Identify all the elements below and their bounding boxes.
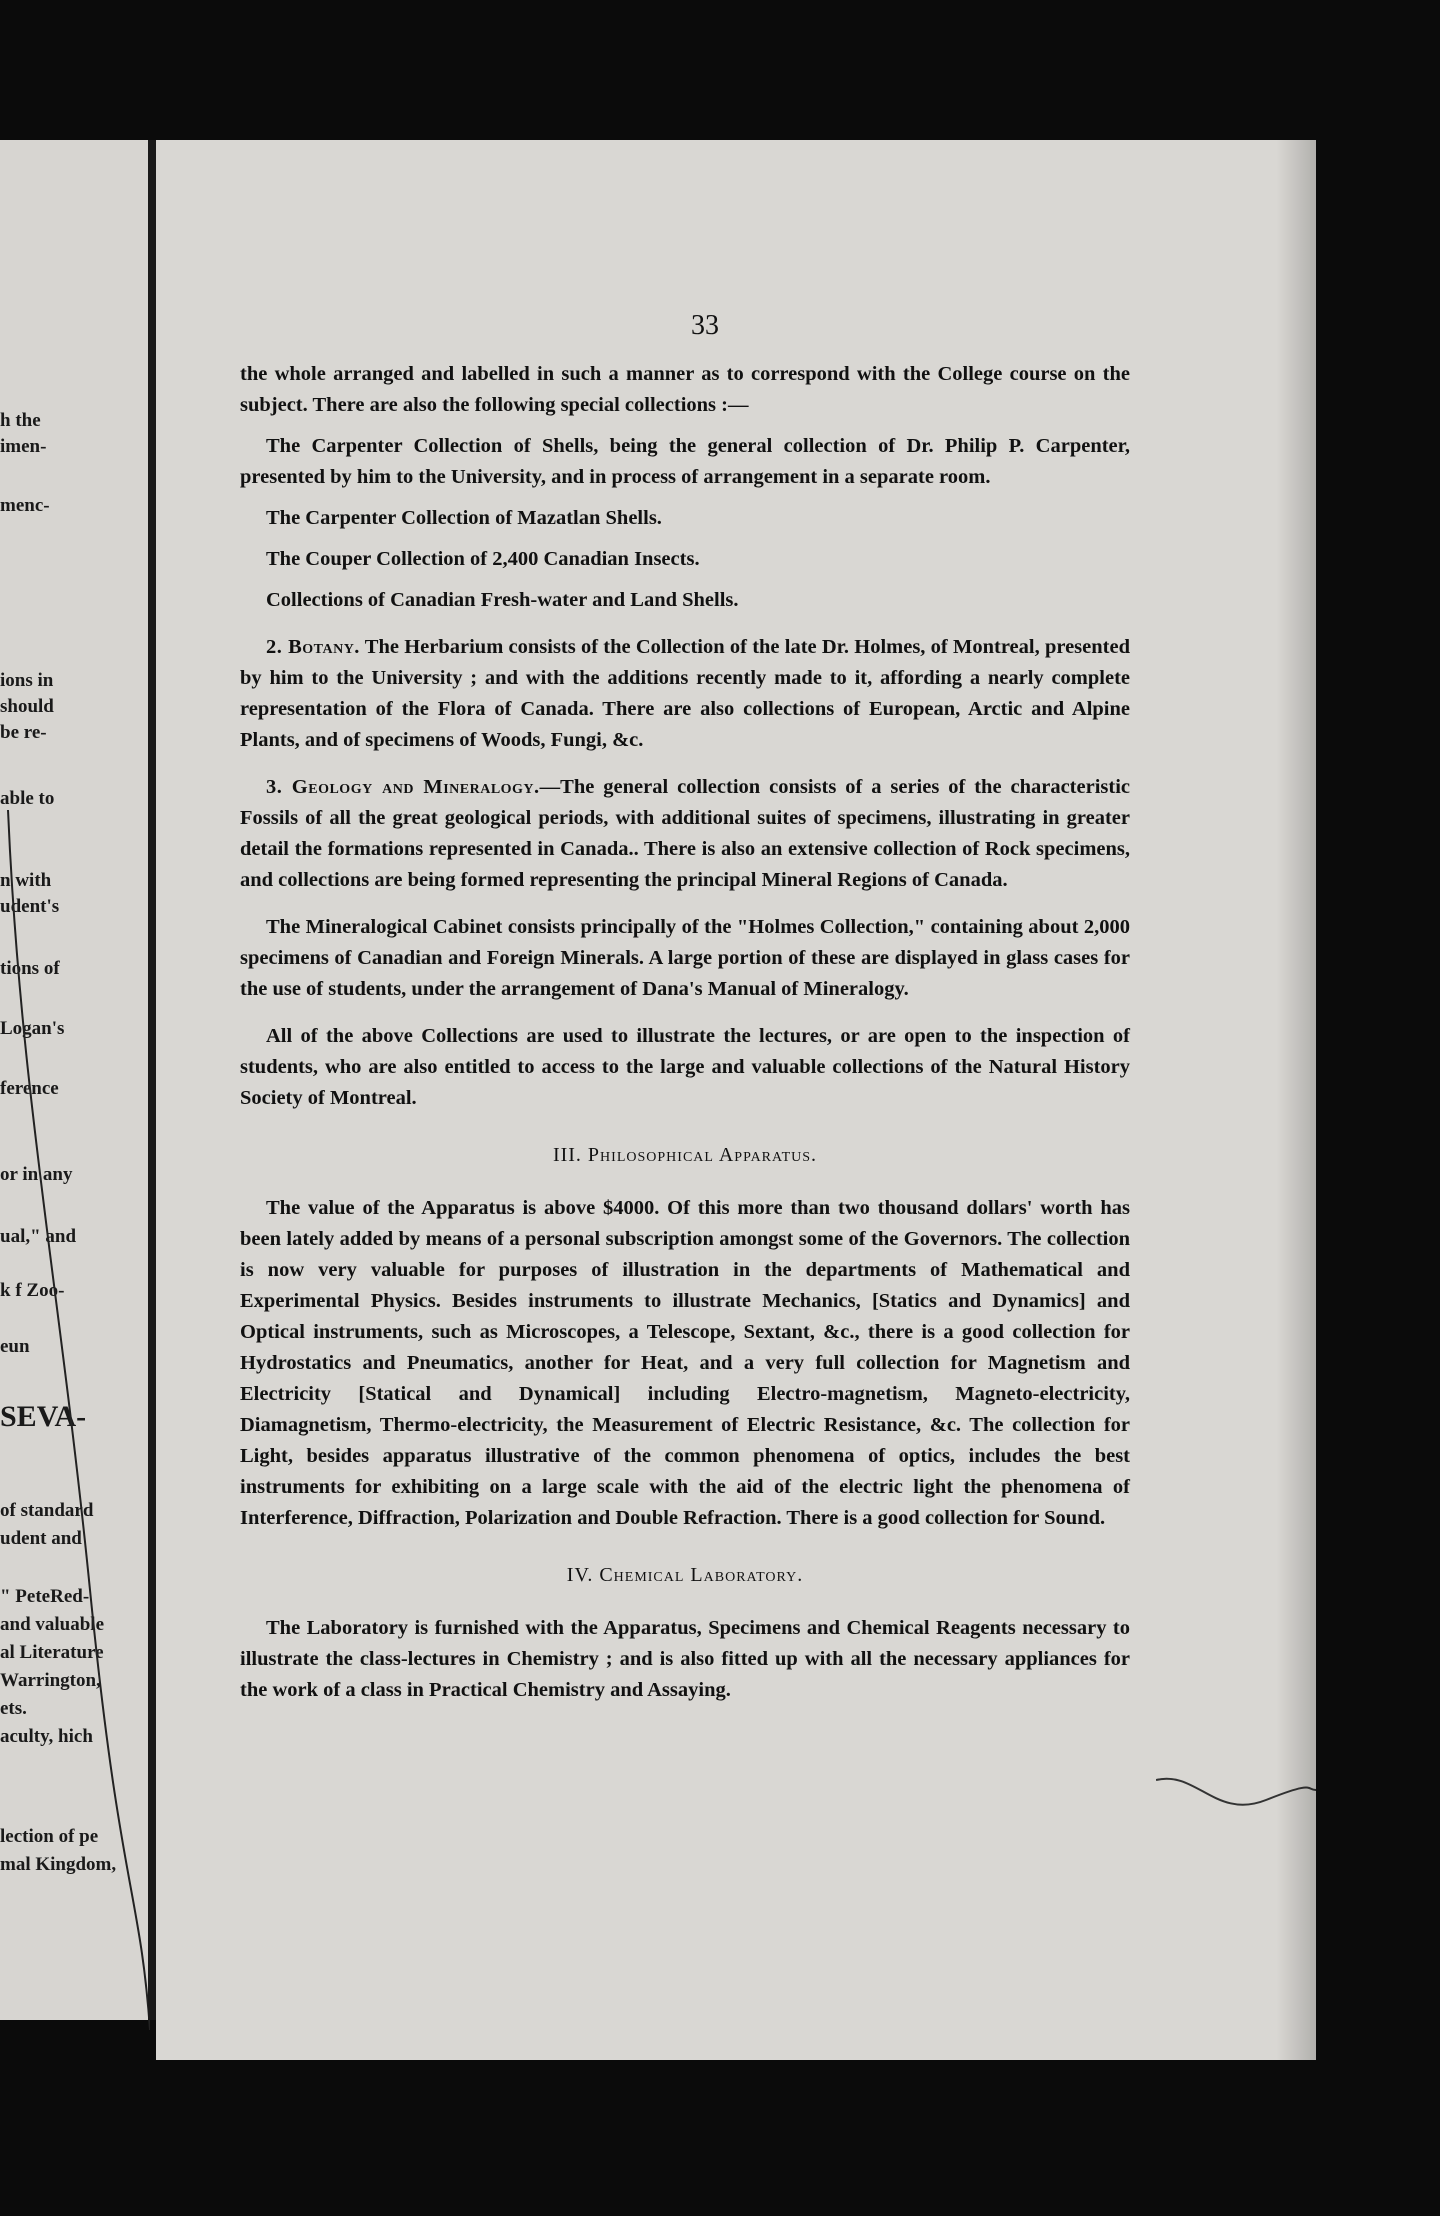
section-heading: IV. Chemical Laboratory. — [566, 1564, 804, 1586]
paragraph: The Couper Collection of 2,400 Canadian Insects. — [266, 548, 700, 570]
facing-text-line: ions in — [0, 670, 54, 691]
facing-text-line: lection of pe — [0, 1826, 99, 1847]
facing-text-line: of standard — [0, 1500, 94, 1521]
facing-text-line: should — [0, 696, 54, 717]
section-label: 3. Geology and Mineralogy. — [266, 776, 540, 798]
facing-text-line: udent and — [0, 1528, 82, 1549]
paragraph: Collections of Canadian Fresh-water and Land Shells. — [266, 589, 739, 611]
facing-text-line: tions of — [0, 958, 60, 979]
facing-text-line: mal Kingdom, — [0, 1854, 117, 1875]
paragraph: The Carpenter Collection of Mazatlan Shells. — [266, 507, 662, 529]
facing-text-line: SEVA- — [0, 1400, 87, 1433]
facing-text-line: ets. — [0, 1698, 27, 1719]
page-gutter — [148, 140, 156, 2020]
page-number: 33 — [691, 310, 719, 341]
facing-text-line: imen- — [0, 436, 47, 457]
facing-text-line: ual," and — [0, 1226, 77, 1247]
botany-paragraph — [240, 632, 1130, 756]
facing-text-line: and valuable — [0, 1614, 105, 1635]
paragraph: The Carpenter Collection of Shells, being the general collection of Dr. Philip P. Carpenter, presented by him to the University, and in process of arrangement in a separate room. — [240, 435, 1130, 488]
facing-text-line: menc- — [0, 495, 50, 516]
facing-text-line: aculty, hich — [0, 1726, 93, 1747]
section-text: The Herbarium consists of the Collection of the late Dr. Holmes, of Montreal, presented by him to the University ; and with the additions recently made to it, affording a nearly complete representation of the Flora of Canada. There are also collections of European, Arctic and Alpine Plants, and of specimens of Woods, Fungi, &c. — [240, 636, 1130, 751]
paragraph: The Mineralogical Cabinet consists principally of the "Holmes Collection," containing about 2,000 specimens of Canadian and Foreign Minerals. A large portion of these are displayed in glass cases for the use of students, under the arrangement of Dana's Manual of Mineralogy. — [240, 916, 1130, 1000]
facing-text-line: able to — [0, 788, 55, 809]
facing-text-line: be re- — [0, 722, 47, 743]
facing-text-line: ference — [0, 1078, 59, 1099]
geology-paragraph — [240, 772, 1130, 896]
binding-string-line — [0, 790, 150, 2030]
facing-text-line: udent's — [0, 896, 60, 917]
facing-text-line: h the — [0, 410, 41, 431]
facing-text-line: or in any — [0, 1164, 73, 1185]
paragraph: the whole arranged and labelled in such a manner as to correspond with the College course on the subject. There are also the following special collections :— — [240, 363, 1130, 416]
facing-text-line: Warrington, — [0, 1670, 101, 1691]
facing-text-line: Logan's — [0, 1018, 65, 1039]
paragraph: All of the above Collections are used to illustrate the lectures, or are open to the inspection of students, who are also entitled to access to the large and valuable collections of the Natural History Society of Montreal. — [240, 1025, 1130, 1109]
section-heading: III. Philosophical Apparatus. — [552, 1144, 818, 1166]
facing-text-line: k f Zoo- — [0, 1280, 65, 1301]
facing-text-line: al Literature — [0, 1642, 104, 1663]
facing-text-line: " PeteRed- — [0, 1586, 90, 1607]
paragraph: The value of the Apparatus is above $4000. Of this more than two thousand dollars' worth has been lately added by means of a personal subscription amongst some of the Governors. The collection is now very valuable for purposes of illustration in the departments of Mathematical and Experimental Physics. Besides instruments to illustrate Mechanics, [Statics and Dynamics] and Optical instruments, such as Microscopes, a Telescope, Sextant, &c., there is a good collection for Hydrostatics and Pneumatics, another for Heat, and a very full collection for Magnetism and Electricity [Statical and Dynamical] including Electro-magnetism, Magneto-electricity, Diamagnetism, Thermo-electricity, the Measurement of Electric Resistance, &c. The collection for Light, besides apparatus illustrative of the common phenomena of optics, includes the best instruments for exhibiting on a large scale with the aid of the electric light the phenomena of Interference, Diffraction, Polarization and Double Refraction. There is a good collection for Sound. — [240, 1197, 1130, 1529]
paragraph: The Laboratory is furnished with the Apparatus, Specimens and Chemical Reagents necessary to illustrate the class-lectures in Chemistry ; and is also fitted up with all the necessary appliances for the work of a class in Practical Chemistry and Assaying. — [240, 1617, 1130, 1701]
page-content — [240, 310, 1130, 1716]
section-label: 2. Botany. — [266, 636, 360, 658]
facing-text-line: n with — [0, 870, 52, 891]
facing-text-line: eun — [0, 1336, 30, 1357]
book-page — [156, 140, 1316, 2060]
pencil-mark — [1156, 1760, 1316, 1820]
section-text: —The general collection consists of a series of the characteristic Fossils of all the great geological periods, with additional suites of specimens, illustrating in greater detail the formations represented in Canada.. There is also an extensive collection of Rock specimens, and collections are being formed representing the principal Mineral Regions of Canada. — [240, 776, 1130, 891]
